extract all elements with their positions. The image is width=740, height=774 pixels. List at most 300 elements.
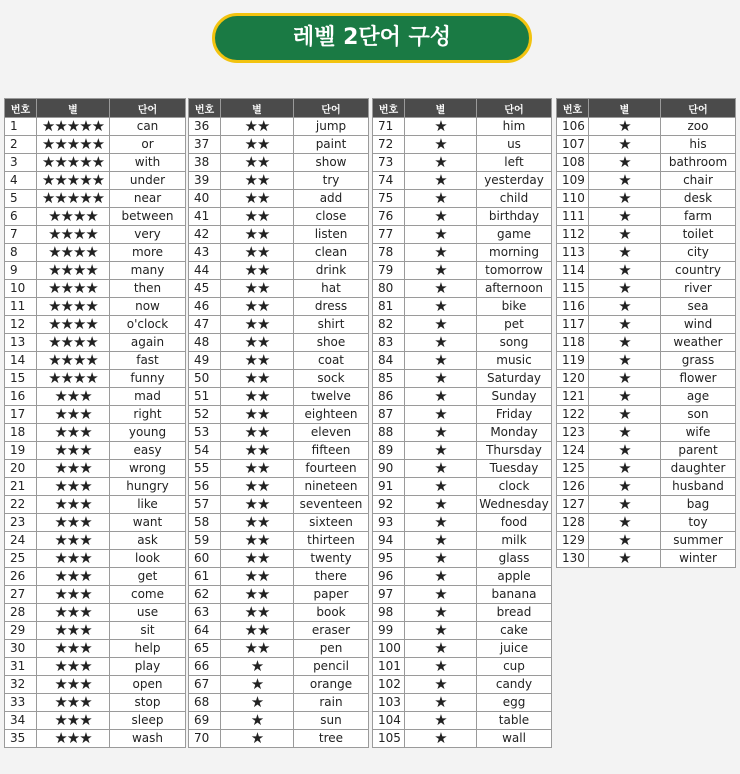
word-cell: shirt [294,316,369,334]
star-rating: ★★ [221,622,294,640]
word-cell: many [110,262,186,280]
star-rating: ★ [405,370,477,388]
word-cell: toy [661,514,736,532]
word-cell: Sunday [477,388,552,406]
word-cell: wife [661,424,736,442]
word-cell: hungry [110,478,186,496]
star-rating: ★ [405,172,477,190]
word-cell: music [477,352,552,370]
word-cell: Tuesday [477,460,552,478]
table-row [557,172,736,190]
row-number: 89 [373,442,405,460]
table-row [373,730,552,748]
star-rating: ★★ [221,136,294,154]
row-number: 2 [5,136,37,154]
word-cell: come [110,586,186,604]
table-row [189,640,369,658]
row-number: 75 [373,190,405,208]
row-number: 65 [189,640,221,658]
word-cell: wrong [110,460,186,478]
table-row [189,478,369,496]
word-cell: close [294,208,369,226]
star-rating: ★★ [221,586,294,604]
word-cell: open [110,676,186,694]
row-number: 17 [5,406,37,424]
row-number: 4 [5,172,37,190]
row-number: 106 [557,118,589,136]
table-row [5,658,186,676]
row-number: 73 [373,154,405,172]
star-rating: ★ [221,730,294,748]
row-number: 59 [189,532,221,550]
table-row [5,388,186,406]
row-number: 50 [189,370,221,388]
star-rating: ★★★★ [37,226,110,244]
row-number: 16 [5,388,37,406]
word-cell: paper [294,586,369,604]
table-row [189,604,369,622]
word-cell: pen [294,640,369,658]
star-rating: ★ [405,154,477,172]
star-rating: ★ [405,118,477,136]
table-row [557,316,736,334]
table-row [373,154,552,172]
table-row [373,406,552,424]
star-rating: ★ [589,460,661,478]
star-rating: ★★ [221,406,294,424]
row-number: 69 [189,712,221,730]
row-number: 110 [557,190,589,208]
star-rating: ★★ [221,460,294,478]
word-cell: now [110,298,186,316]
word-cell: book [294,604,369,622]
word-cell: sea [661,298,736,316]
table-row [189,370,369,388]
table-row [189,568,369,586]
star-rating: ★ [405,676,477,694]
table-row [373,622,552,640]
header-stars: 별 [589,99,661,118]
row-number: 121 [557,388,589,406]
table-row [189,532,369,550]
row-number: 117 [557,316,589,334]
row-number: 32 [5,676,37,694]
row-number: 30 [5,640,37,658]
row-number: 124 [557,442,589,460]
row-number: 23 [5,514,37,532]
row-number: 22 [5,496,37,514]
row-number: 48 [189,334,221,352]
row-number: 109 [557,172,589,190]
table-row [557,514,736,532]
row-number: 33 [5,694,37,712]
row-number: 60 [189,550,221,568]
row-number: 61 [189,568,221,586]
word-cell: desk [661,190,736,208]
star-rating: ★★ [221,226,294,244]
word-cell: get [110,568,186,586]
word-cell: flower [661,370,736,388]
table-row [373,262,552,280]
star-rating: ★★★ [37,658,110,676]
row-number: 63 [189,604,221,622]
word-cell: fifteen [294,442,369,460]
table-row [189,208,369,226]
table-row [189,586,369,604]
table-row [5,406,186,424]
word-cell: between [110,208,186,226]
row-number: 39 [189,172,221,190]
row-number: 88 [373,424,405,442]
table-row [5,442,186,460]
word-cell: bread [477,604,552,622]
star-rating: ★★★ [37,460,110,478]
table-row [557,244,736,262]
table-row [557,190,736,208]
row-number: 91 [373,478,405,496]
table-row [189,352,369,370]
row-number: 20 [5,460,37,478]
star-rating: ★★★ [37,406,110,424]
table-row [557,280,736,298]
row-number: 57 [189,496,221,514]
row-number: 29 [5,622,37,640]
word-cell: tomorrow [477,262,552,280]
star-rating: ★ [405,298,477,316]
star-rating: ★ [589,532,661,550]
row-number: 111 [557,208,589,226]
table-row [189,514,369,532]
star-rating: ★★ [221,352,294,370]
table-row [373,352,552,370]
table-row [557,352,736,370]
star-rating: ★★★ [37,712,110,730]
word-cell: use [110,604,186,622]
word-cell: paint [294,136,369,154]
row-number: 77 [373,226,405,244]
table-row [557,262,736,280]
star-rating: ★★ [221,154,294,172]
table-row [5,694,186,712]
table-row [373,568,552,586]
word-cell: coat [294,352,369,370]
table-row [189,118,369,136]
row-number: 44 [189,262,221,280]
word-cell: table [477,712,552,730]
row-number: 100 [373,640,405,658]
row-number: 95 [373,550,405,568]
word-cell: Thursday [477,442,552,460]
table-row [5,262,186,280]
word-cell: eraser [294,622,369,640]
star-rating: ★★ [221,568,294,586]
word-cell: fourteen [294,460,369,478]
table-row [5,280,186,298]
star-rating: ★★ [221,550,294,568]
star-rating: ★ [405,208,477,226]
star-rating: ★★★★★ [37,136,110,154]
word-cell: play [110,658,186,676]
table-row [557,478,736,496]
star-rating: ★ [405,334,477,352]
table-row [557,208,736,226]
star-rating: ★★★ [37,622,110,640]
word-cell: twelve [294,388,369,406]
table-row [373,658,552,676]
star-rating: ★ [405,388,477,406]
word-cell: nineteen [294,478,369,496]
row-number: 128 [557,514,589,532]
row-number: 11 [5,298,37,316]
table-row [5,190,186,208]
star-rating: ★ [405,316,477,334]
word-cell: drink [294,262,369,280]
word-cell: can [110,118,186,136]
word-cell: pencil [294,658,369,676]
word-cell: age [661,388,736,406]
table-row [5,172,186,190]
row-number: 125 [557,460,589,478]
star-rating: ★ [405,658,477,676]
word-cell: sleep [110,712,186,730]
word-cell: bike [477,298,552,316]
star-rating: ★★★ [37,514,110,532]
star-rating: ★★ [221,370,294,388]
row-number: 15 [5,370,37,388]
star-rating: ★★★★★ [37,190,110,208]
table-row [5,622,186,640]
row-number: 105 [373,730,405,748]
row-number: 103 [373,694,405,712]
word-cell: seventeen [294,496,369,514]
row-number: 82 [373,316,405,334]
star-rating: ★ [221,658,294,676]
header-num: 번호 [557,99,589,118]
row-number: 80 [373,280,405,298]
row-number: 19 [5,442,37,460]
table-row [189,190,369,208]
word-cell: try [294,172,369,190]
star-rating: ★ [405,730,477,748]
word-cell: right [110,406,186,424]
table-row [5,640,186,658]
star-rating: ★ [405,244,477,262]
star-rating: ★★★★ [37,370,110,388]
row-number: 6 [5,208,37,226]
table-row [5,550,186,568]
star-rating: ★★ [221,388,294,406]
star-rating: ★ [405,226,477,244]
word-table-4 [556,98,736,568]
table-row [189,388,369,406]
word-cell: wash [110,730,186,748]
star-rating: ★★ [221,640,294,658]
star-rating: ★★ [221,496,294,514]
table-row [5,334,186,352]
row-number: 114 [557,262,589,280]
row-number: 68 [189,694,221,712]
word-cell: show [294,154,369,172]
star-rating: ★ [405,262,477,280]
word-cell: look [110,550,186,568]
table-row [557,460,736,478]
table-row [189,154,369,172]
star-rating: ★ [405,136,477,154]
star-rating: ★★ [221,424,294,442]
word-cell: ask [110,532,186,550]
star-rating: ★★ [221,514,294,532]
table-row [373,172,552,190]
star-rating: ★★ [221,316,294,334]
star-rating: ★ [405,532,477,550]
table-row [373,586,552,604]
star-rating: ★ [589,262,661,280]
word-cell: wind [661,316,736,334]
table-row [5,712,186,730]
star-rating: ★ [589,244,661,262]
row-number: 129 [557,532,589,550]
star-rating: ★ [589,280,661,298]
table-row [189,406,369,424]
table-row [189,316,369,334]
table-row [373,478,552,496]
star-rating: ★★★ [37,424,110,442]
word-cell: apple [477,568,552,586]
row-number: 123 [557,424,589,442]
star-rating: ★ [589,514,661,532]
table-row [5,208,186,226]
star-rating: ★★★ [37,676,110,694]
table-row [557,136,736,154]
word-cell: bathroom [661,154,736,172]
word-cell: near [110,190,186,208]
row-number: 41 [189,208,221,226]
star-rating: ★ [405,406,477,424]
row-number: 101 [373,658,405,676]
word-cell: zoo [661,118,736,136]
word-cell: toilet [661,226,736,244]
word-cell: Saturday [477,370,552,388]
row-number: 79 [373,262,405,280]
table-row [189,244,369,262]
star-rating: ★★★★ [37,262,110,280]
star-rating: ★★★ [37,694,110,712]
row-number: 119 [557,352,589,370]
star-rating: ★ [589,208,661,226]
star-rating: ★★ [221,172,294,190]
word-cell: funny [110,370,186,388]
star-rating: ★ [405,604,477,622]
table-row [5,316,186,334]
table-row [189,226,369,244]
word-cell: like [110,496,186,514]
table-row [557,406,736,424]
word-cell: sixteen [294,514,369,532]
table-row [557,298,736,316]
star-rating: ★ [405,586,477,604]
star-rating: ★★ [221,604,294,622]
row-number: 18 [5,424,37,442]
word-cell: winter [661,550,736,568]
table-row [189,658,369,676]
row-number: 31 [5,658,37,676]
word-cell: river [661,280,736,298]
word-table-1 [4,98,186,748]
table-row [189,496,369,514]
table-row [557,532,736,550]
table-row [5,532,186,550]
word-cell: left [477,154,552,172]
row-number: 87 [373,406,405,424]
word-cell: o'clock [110,316,186,334]
table-row [557,388,736,406]
word-cell: chair [661,172,736,190]
table-row [373,424,552,442]
word-cell: him [477,118,552,136]
word-cell: husband [661,478,736,496]
table-row [373,676,552,694]
word-cell: city [661,244,736,262]
row-number: 116 [557,298,589,316]
word-cell: parent [661,442,736,460]
table-row [5,604,186,622]
word-cell: summer [661,532,736,550]
table-row [5,460,186,478]
row-number: 7 [5,226,37,244]
row-number: 5 [5,190,37,208]
table-row [373,370,552,388]
table-row [373,298,552,316]
page-title-banner [212,13,532,63]
table-row [373,118,552,136]
star-rating: ★ [589,298,661,316]
table-row [5,370,186,388]
word-cell: candy [477,676,552,694]
row-number: 104 [373,712,405,730]
row-number: 92 [373,496,405,514]
star-rating: ★ [405,712,477,730]
row-number: 13 [5,334,37,352]
star-rating: ★★★★★ [37,154,110,172]
table-row [189,424,369,442]
star-rating: ★ [589,406,661,424]
row-number: 78 [373,244,405,262]
table-row [557,226,736,244]
star-rating: ★ [405,442,477,460]
table-row [557,154,736,172]
row-number: 37 [189,136,221,154]
star-rating: ★★★ [37,604,110,622]
star-rating: ★★★★ [37,352,110,370]
word-cell: add [294,190,369,208]
header-word: 단어 [110,99,186,118]
table-row [189,676,369,694]
word-cell: eighteen [294,406,369,424]
word-cell: child [477,190,552,208]
header-num: 번호 [189,99,221,118]
header-word: 단어 [477,99,552,118]
star-rating: ★ [589,496,661,514]
row-number: 107 [557,136,589,154]
table-row [5,118,186,136]
word-cell: juice [477,640,552,658]
row-number: 24 [5,532,37,550]
row-number: 90 [373,460,405,478]
word-cell: cake [477,622,552,640]
table-row [5,424,186,442]
row-number: 46 [189,298,221,316]
row-number: 70 [189,730,221,748]
